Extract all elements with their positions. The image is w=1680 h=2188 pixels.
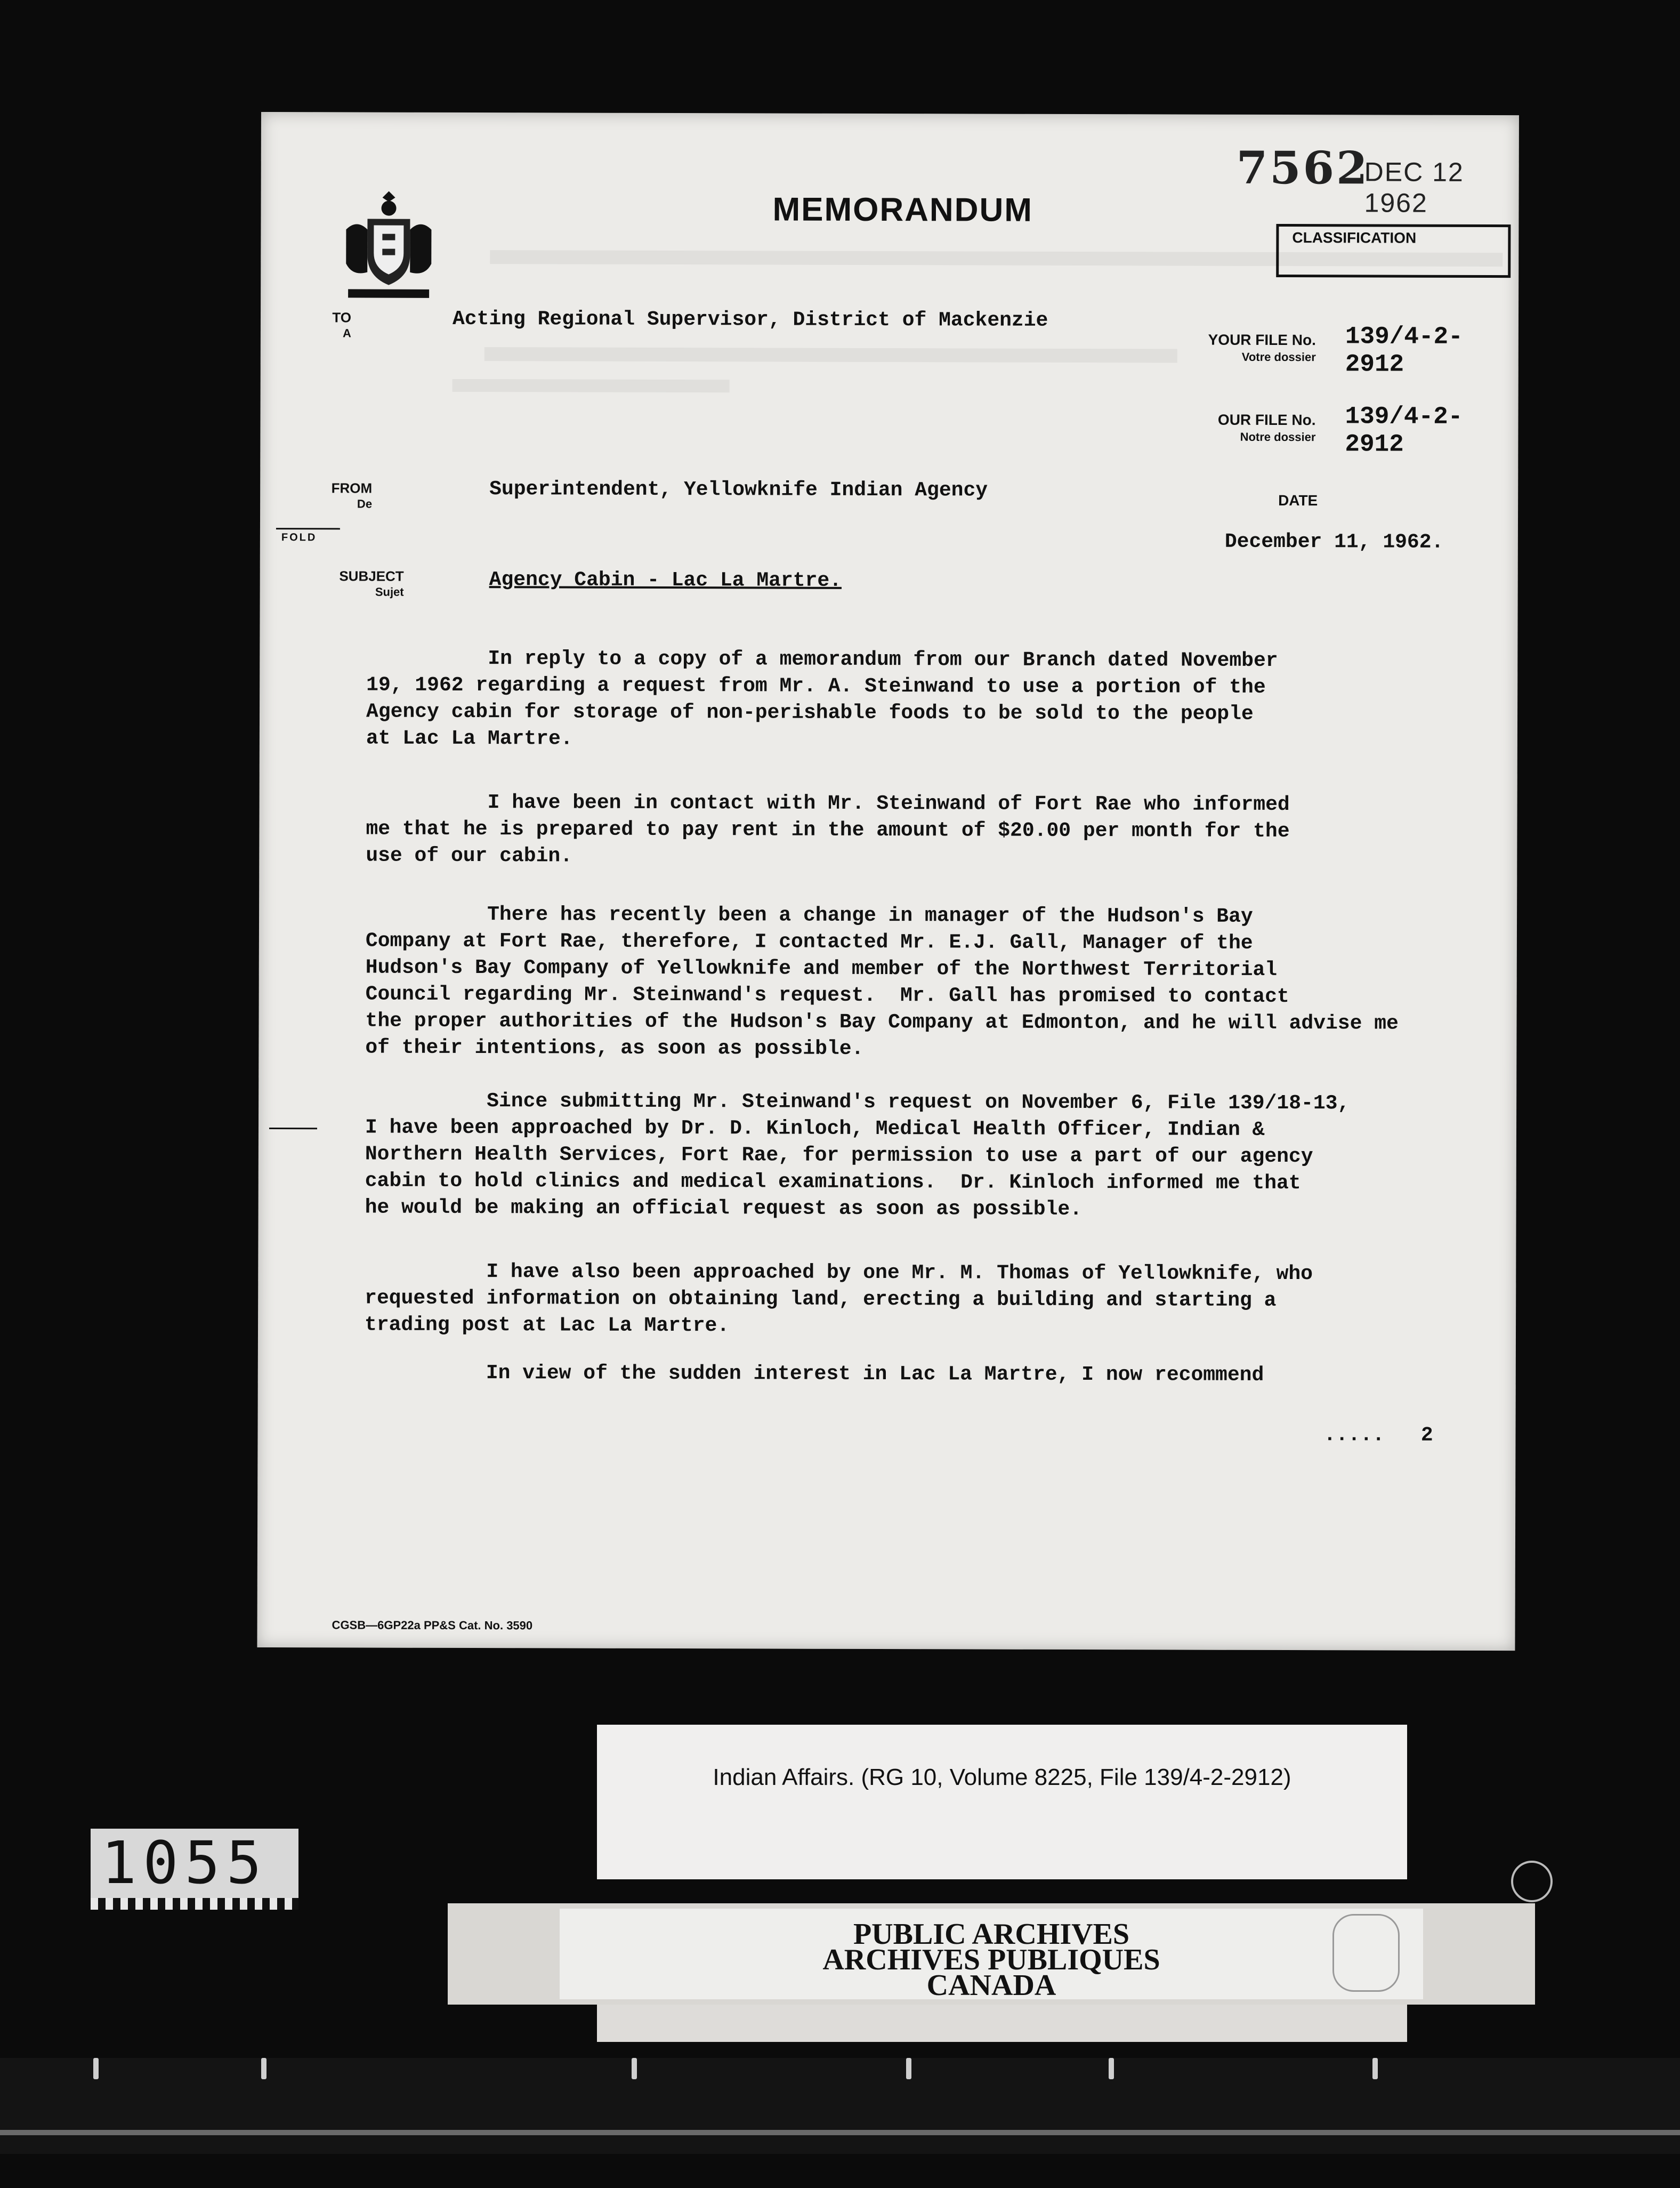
classification-label: CLASSIFICATION (1292, 229, 1417, 246)
body-paragraph: There has recently been a change in manager of the Hudson's Bay Company at Fort Rae, therefore, I contacted Mr. E.J. Gall, Manager of the Hudson's Bay Company of Yellowknife and member of the Northwest Territorial Council regarding Mr. Steinwand's request. Mr. Gall has promised to contact the proper authorities of the Hudson's Bay Company at Edmonton, and he will advise me of their intentions, as soon as possible. (365, 903, 1399, 1060)
archives-stamp-line1: PUBLIC ARCHIVES (853, 1918, 1130, 1951)
archives-stamp-line2: ARCHIVES PUBLIQUES (822, 1943, 1160, 1976)
your-file-label: YOUR FILE No. (1208, 331, 1316, 349)
date-value: December 11, 1962. (1224, 530, 1444, 554)
archives-stamp-line3: CANADA (926, 1969, 1056, 2002)
from-label-fr: De (357, 497, 373, 511)
bleed-through (484, 347, 1177, 363)
subject-value: Agency Cabin - Lac La Martre. (489, 568, 842, 592)
body-paragraph: In view of the sudden interest in Lac La Martre, I now recommend (364, 1361, 1264, 1387)
body-paragraph: I have been in contact with Mr. Steinwand of Fort Rae who informed me that he is prepared to pay rent in the amount of $20.00 per month for the use of our cabin. (366, 791, 1290, 868)
from-label: FROM (331, 480, 373, 496)
frame-counter-teeth (91, 1898, 298, 1910)
fold-label: FOLD (281, 532, 317, 544)
frame-counter: 1055 (101, 1829, 268, 1897)
memo-title: MEMORANDUM (772, 191, 1033, 229)
archive-reference-text: Indian Affairs. (RG 10, Volume 8225, File 139/4-2-2912) (713, 1764, 1291, 1790)
continuation-marker: ..... 2 (1323, 1423, 1433, 1447)
date-label: DATE (1278, 492, 1318, 509)
film-edge-line (0, 2130, 1680, 2135)
memo-page (257, 112, 1519, 1651)
lower-card-strip (597, 2005, 1407, 2042)
archive-reference-card (597, 1725, 1407, 1879)
subject-label: SUBJECT (339, 568, 404, 584)
bleed-through (453, 379, 730, 392)
film-tick (261, 2058, 266, 2079)
our-file-value: 139/4-2-2912 (1345, 403, 1463, 458)
film-tick (1109, 2058, 1114, 2079)
our-file-label-fr: Notre dossier (1240, 430, 1316, 444)
from-value: Superintendent, Yellowknife Indian Agency (489, 478, 988, 502)
film-tick (93, 2058, 99, 2079)
form-catalogue-number: CGSB—6GP22a PP&S Cat. No. 3590 (332, 1618, 533, 1632)
your-file-label-fr: Votre dossier (1241, 350, 1316, 364)
document-number: 7562 (1236, 141, 1370, 195)
subject-label-fr: Sujet (375, 585, 404, 599)
to-value: Acting Regional Supervisor, District of Mackenzie (452, 307, 1048, 332)
body-paragraph: Since submitting Mr. Steinwand's request on November 6, File 139/18-13, I have been approached by Dr. D. Kinloch, Medical Health Officer, Indian & Northern Health Services, Fort Rae, for permission to use a part of our agency cabin to hold clinics and medical examinations. Dr. Kinloch informed me that he would be making an official request as soon as possible. (365, 1089, 1350, 1221)
coat-of-arms-icon (335, 187, 442, 304)
archives-stamp (448, 1903, 1535, 2005)
film-tick (1372, 2058, 1378, 2079)
fold-line (276, 528, 340, 529)
your-file-value: 139/4-2-2912 (1345, 323, 1463, 379)
body-paragraph: In reply to a copy of a memorandum from our Branch dated November 19, 1962 regarding a request from Mr. A. Steinwand to use a portion of the Agency cabin for storage of non-perishable foods to be sold to the people at Lac La Martre. (366, 647, 1278, 751)
received-date-stamp: DEC 12 1962 (1364, 157, 1464, 218)
to-label: TO (332, 309, 352, 326)
film-edge (0, 2058, 1680, 2154)
margin-mark (269, 1128, 317, 1129)
gear-icon (1511, 1861, 1553, 1902)
to-label-fr: A (342, 326, 351, 340)
body-paragraph: I have also been approached by one Mr. M. Thomas of Yellowknife, who requested information on obtaining land, erecting a building and starting a trading post at Lac La Martre. (364, 1260, 1313, 1338)
film-tick (632, 2058, 637, 2079)
our-file-label: OUR FILE No. (1217, 411, 1316, 429)
bleed-through (490, 250, 1503, 267)
film-tick (906, 2058, 911, 2079)
